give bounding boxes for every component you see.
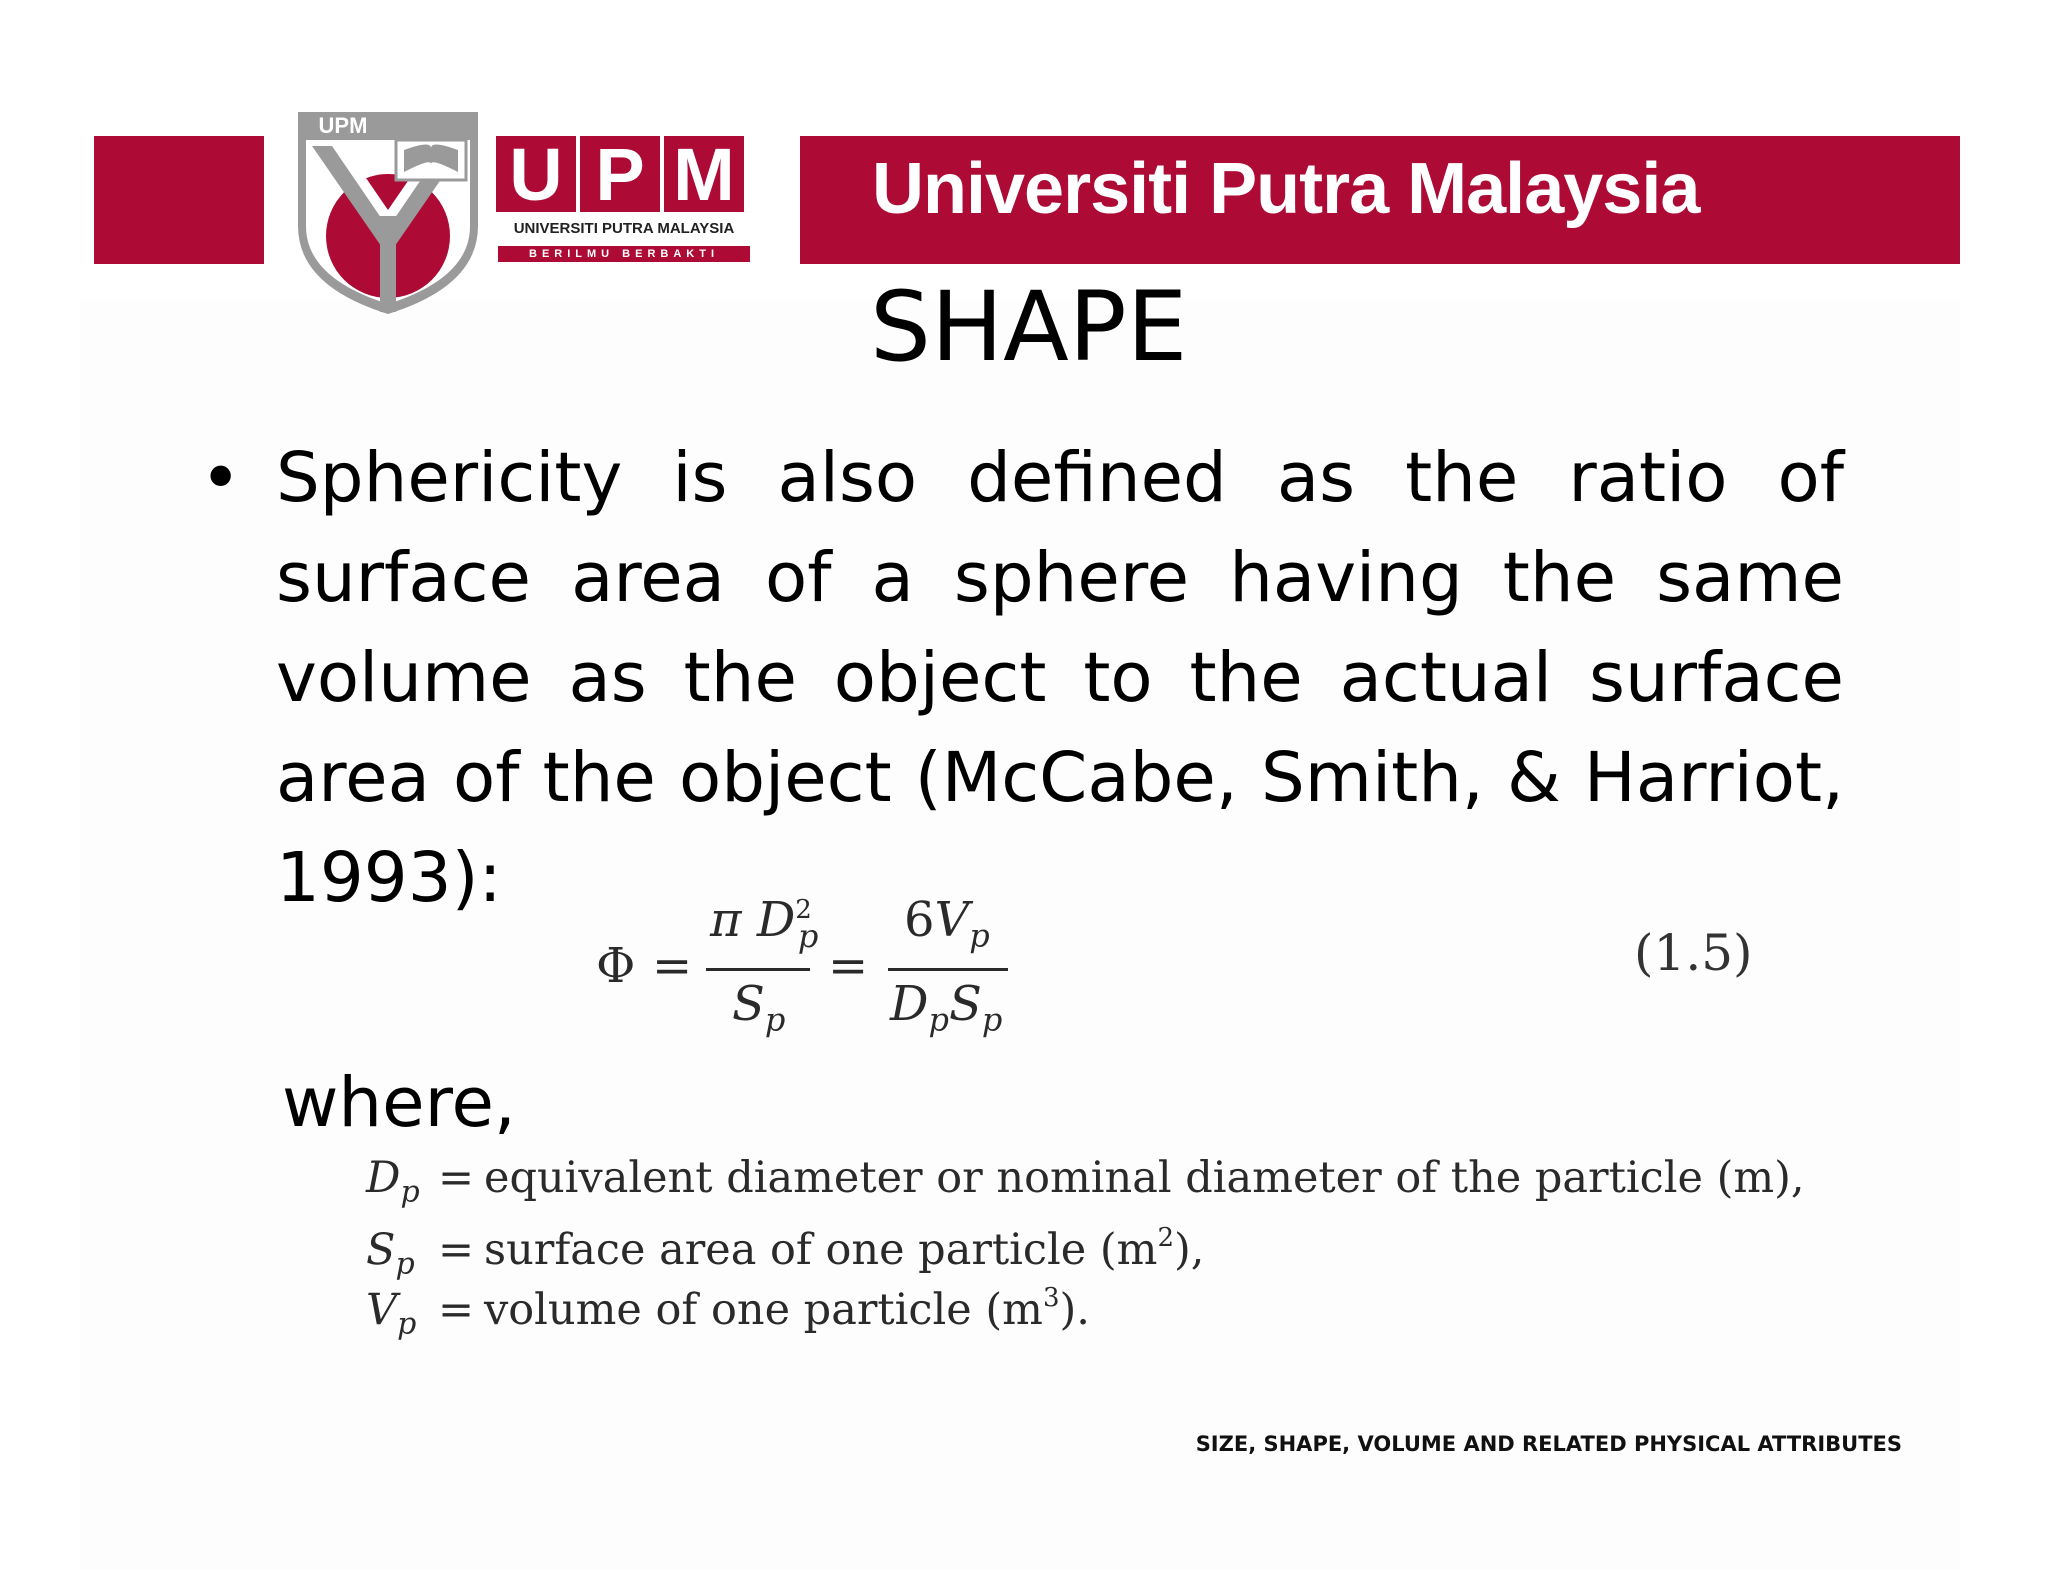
wordmark-letter-u: U — [496, 136, 576, 212]
subscript-p: p — [797, 916, 819, 955]
fraction-1-bar — [706, 968, 810, 971]
subscript-p: p — [928, 1000, 949, 1039]
superscript-2: 2 — [795, 895, 812, 925]
equation-lhs: Φ — [596, 938, 636, 994]
header-banner — [800, 136, 1960, 264]
definition-sub: p — [400, 1174, 420, 1210]
definition-equals: = — [437, 1285, 475, 1335]
definition-sub: p — [395, 1246, 415, 1282]
where-label: where, — [282, 1063, 516, 1143]
banner-text: Universiti Putra Malaysia — [872, 149, 1700, 229]
bullet-marker: • — [200, 437, 242, 519]
var-d: D — [890, 976, 929, 1032]
definition-var: V — [366, 1285, 398, 1335]
wordmark-letter-p: P — [580, 136, 660, 212]
slide-footer: SIZE, SHAPE, VOLUME AND RELATED PHYSICAL ATTRIBUTES — [1195, 1432, 1902, 1456]
var-s: S — [732, 976, 765, 1032]
definition-var: D — [366, 1153, 401, 1203]
definition-text: surface area of one particle (m — [484, 1225, 1158, 1275]
upm-wordmark — [496, 133, 752, 266]
wordmark-name: UNIVERSITI PUTRA MALAYSIA — [513, 220, 735, 237]
upm-shield-logo-icon — [292, 106, 484, 318]
subscript-p: p — [969, 916, 990, 955]
variable-definitions — [366, 1148, 1805, 1342]
definition-tail: ), — [1173, 1225, 1205, 1275]
wordmark-motto: BERILMU BERBAKTI — [498, 246, 750, 262]
equation-equals-1: = — [652, 938, 693, 994]
var-v: V — [934, 892, 970, 948]
definition-sup: 3 — [1042, 1283, 1060, 1313]
equation-number: (1.5) — [1634, 924, 1753, 982]
equation-equals-2: = — [828, 938, 869, 994]
definition-tail: ). — [1059, 1285, 1090, 1335]
wordmark-letters — [496, 133, 744, 216]
bullet-text: Sphericity is also defined as the ratio of surface area of a sphere having the same volume as the object to the actual surface area of the object (McCabe, Smith, & Harriot, 1993): — [276, 438, 1844, 918]
wordmark-letter-m: M — [664, 136, 744, 212]
fraction-1-numerator — [710, 892, 818, 955]
definition-sub: p — [397, 1306, 417, 1342]
definition-equals: = — [437, 1153, 475, 1203]
shield-badge-text: UPM — [318, 113, 368, 138]
definition-text: volume of one particle (m — [484, 1285, 1043, 1335]
definition-text: equivalent diameter or nominal diameter of the particle (m), — [484, 1153, 1805, 1203]
var-d: D — [756, 892, 796, 948]
slide-title: SHAPE — [870, 271, 1188, 383]
var-s: S — [948, 976, 982, 1032]
pi-symbol: π — [710, 892, 742, 948]
fraction-1-denominator — [732, 976, 785, 1039]
definition-row — [366, 1268, 1805, 1342]
definition-row — [366, 1208, 1805, 1282]
fraction-2-denominator — [890, 976, 1002, 1039]
definition-var: S — [366, 1225, 396, 1275]
fraction-2-numerator — [904, 892, 990, 955]
header-bar-left — [94, 136, 264, 264]
definition-sup: 2 — [1157, 1223, 1174, 1253]
definition-row — [366, 1148, 1805, 1208]
definition-equals: = — [437, 1225, 475, 1275]
coefficient-6: 6 — [904, 892, 935, 948]
subscript-p: p — [764, 1000, 786, 1039]
subscript-p: p — [981, 1000, 1003, 1039]
fraction-2-bar — [888, 968, 1008, 971]
